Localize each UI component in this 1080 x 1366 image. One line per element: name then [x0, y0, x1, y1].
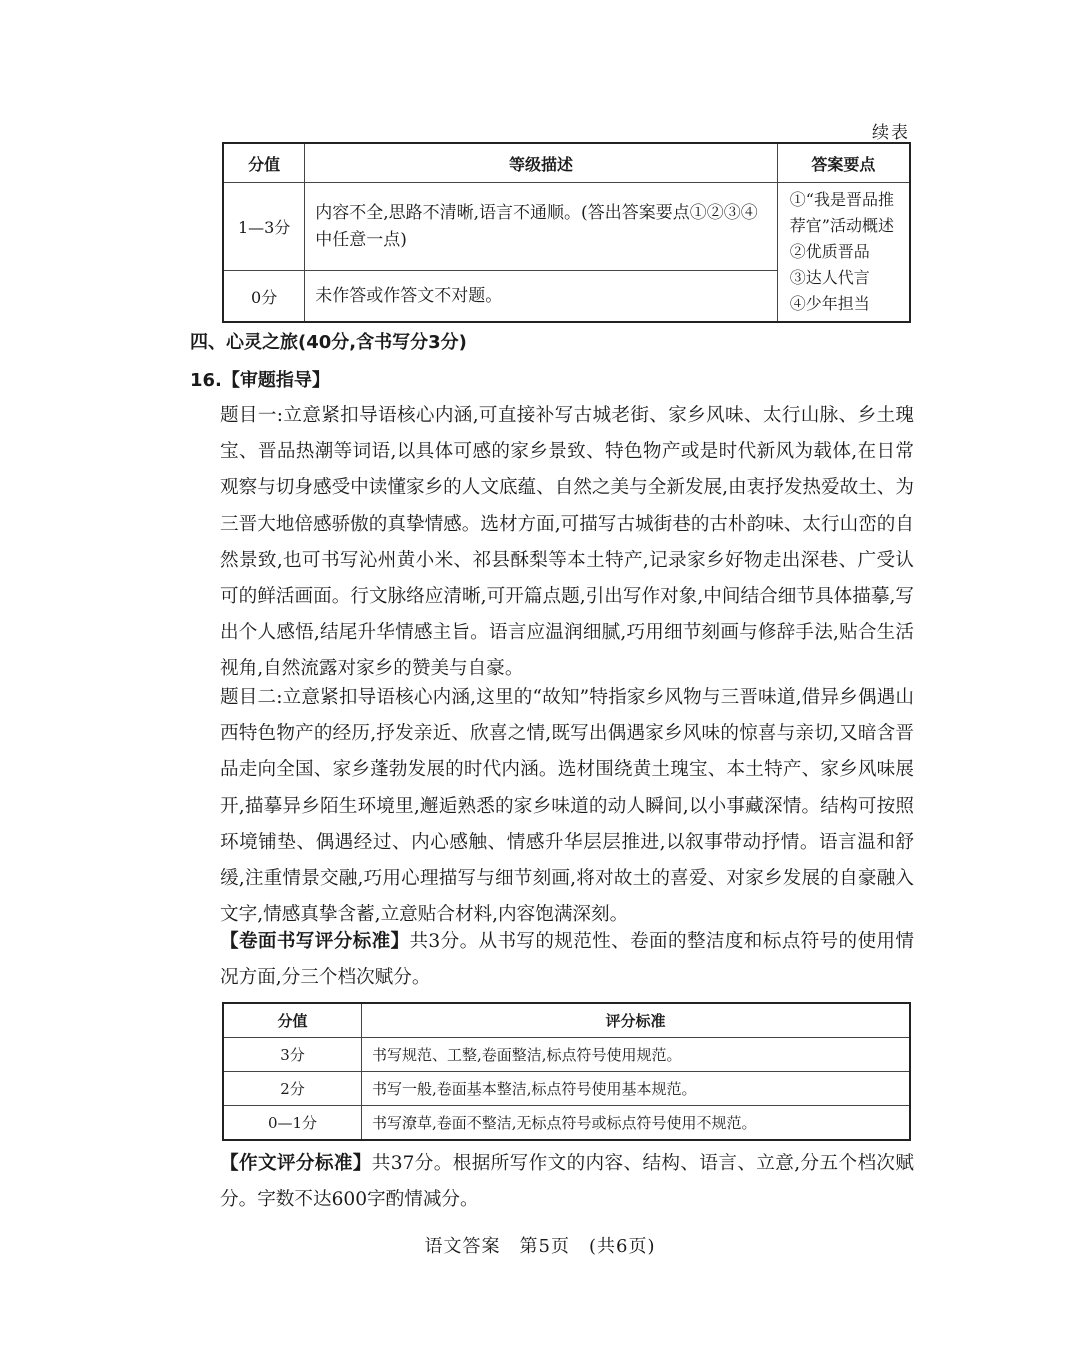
table-row: [223, 1038, 910, 1072]
row-description: 未作答或作答文不对题。: [305, 271, 778, 322]
row-standard: 书写一般,卷面基本整洁,标点符号使用基本规范。: [362, 1072, 911, 1106]
topic-two-guidance: 题目二:立意紧扣导语核心内涵,这里的“故知”特指家乡风物与三晋味道,借异乡偶遇山西特色物产的经历,抒发亲近、欣喜之情,既写出偶遇家乡风味的惊喜与亲切,又暗含晋品走向全国、家乡蓬勃发展的时代内涵。选材围绕黄土瑰宝、本土特产、家乡风味展开,描摹异乡陌生环境里,邂逅熟悉的家乡味道的动人瞬间,以小事藏深情。结构可按照环境铺垫、偶遇经过、内心感触、情感升华层层推进,以叙事带动抒情。语言温和舒缓,注重情景交融,巧用心理描写与细节刻画,将对故土的喜爱、对家乡发展的自豪融入文字,情感真挚含蓄,立意贴合材料,内容饱满深刻。: [220, 687, 914, 926]
answer-point: ①“我是晋品推: [789, 190, 894, 209]
row-score: 3分: [223, 1038, 362, 1072]
answer-point: 荐官”活动概述: [789, 216, 894, 235]
row-standard: 书写规范、工整,卷面整洁,标点符号使用规范。: [362, 1038, 911, 1072]
essay-standard: [220, 1146, 914, 1218]
answer-point: ②优质晋品: [789, 242, 870, 261]
handwriting-table: [222, 1002, 911, 1141]
row-score: 1—3分: [223, 183, 305, 271]
grading-table-continued: [222, 142, 911, 323]
continued-label: 续表: [872, 123, 910, 143]
essay-text: 共37分。根据所写作文的内容、结构、语言、立意,分五个档次赋分。字数不达600字酌情减分。: [220, 1153, 914, 1211]
table-row: [223, 1106, 910, 1141]
handwriting-text: 共3分。从书写的规范性、卷面的整洁度和标点符号的使用情况方面,分三个档次赋分。: [220, 931, 914, 989]
answer-point: ④少年担当: [789, 294, 870, 313]
answer-point: ③达人代言: [789, 268, 870, 287]
row-score: 0分: [223, 271, 305, 322]
row-score: 2分: [223, 1072, 362, 1106]
header-score: 分值: [223, 1003, 362, 1038]
answer-points-cell: [777, 183, 910, 323]
handwriting-tag: 【卷面书写评分标准】: [220, 931, 410, 952]
table-row: [223, 183, 910, 271]
page-footer: 语文答案 第5页 (共6页): [424, 1236, 656, 1257]
topic-one-guidance: 题目一:立意紧扣导语核心内涵,可直接补写古城老街、家乡风味、太行山脉、乡土瑰宝、晋品热潮等词语,以具体可感的家乡景致、特色物产或是时代新风为载体,在日常观察与切身感受中读懂家乡的人文底蕴、自然之美与全新发展,由衷抒发热爱故土、为三晋大地倍感骄傲的真挚情感。选材方面,可描写古城街巷的古朴韵味、太行山峦的自然景致,也可书写沁州黄小米、祁县酥梨等本土特产,记录家乡好物走出深巷、广受认可的鲜活画面。行文脉络应清晰,可开篇点题,引出写作对象,中间结合细节具体描摹,写出个人感悟,结尾升华情感主旨。语言应温润细腻,巧用细节刻画与修辞手法,贴合生活视角,自然流露对家乡的赞美与自豪。: [220, 405, 914, 680]
header-level-description: 等级描述: [305, 143, 778, 183]
section-heading: 四、心灵之旅(40分,含书写分3分): [190, 332, 467, 353]
row-score: 0—1分: [223, 1106, 362, 1141]
essay-tag: 【作文评分标准】: [220, 1153, 372, 1174]
header-standard: 评分标准: [362, 1003, 911, 1038]
row-description: 内容不全,思路不清晰,语言不通顺。(答出答案要点①②③④中任意一点): [305, 183, 778, 271]
table-header-row: [223, 1003, 910, 1038]
header-score: 分值: [223, 143, 305, 183]
handwriting-standard: [220, 924, 914, 996]
question-heading: 16.【审题指导】: [190, 370, 330, 391]
row-standard: 书写潦草,卷面不整洁,无标点符号或标点符号使用不规范。: [362, 1106, 911, 1141]
header-answer-points: 答案要点: [777, 143, 910, 183]
table-row: [223, 1072, 910, 1106]
table-header-row: [223, 143, 910, 183]
